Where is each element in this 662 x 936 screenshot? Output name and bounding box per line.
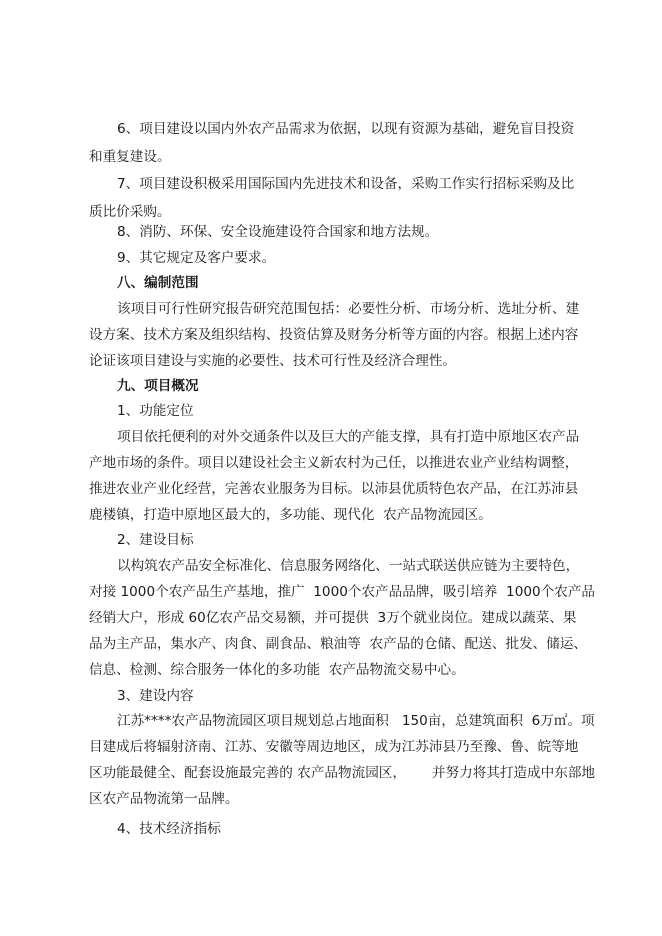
text-line: 6、项目建设以国内外农产品需求为依据，以现有资源为基础，避免盲目投资 — [117, 121, 575, 137]
subsection-heading: 2、建设目标 — [117, 532, 194, 548]
section-heading: 九、项目概况 — [117, 378, 199, 394]
subsection-heading: 1、功能定位 — [117, 403, 194, 419]
text-line: 以构筑农产品安全标准化、信息服务网络化、一站式联送供应链为主要特色， — [117, 558, 580, 574]
text-line: 项目依托便利的对外交通条件以及巨大的产能支撑，具有打造中原地区农产品 — [117, 429, 580, 445]
text-line: 产地市场的条件。项目以建设社会主义新农村为己任，以推进农业产业结构调整， — [89, 455, 579, 471]
text-line: 7、项目建设积极采用国际国内先进技术和设备，采购工作实行招标采购及比 — [117, 176, 575, 192]
subsection-heading: 4、技术经济指标 — [117, 821, 221, 837]
text-line: 经销大户，形成 60亿农产品交易额，并可提供 3万个就业岗位。建成以蔬菜、果 — [89, 610, 577, 626]
text-line: 江苏****农产品物流园区项目规划总占地面积 150亩，总建筑面积 6万㎡。项 — [117, 713, 595, 729]
text-line: 该项目可行性研究报告研究范围包括：必要性分析、市场分析、选址分析、建 — [117, 301, 580, 317]
text-line: 品为主产品，集水产、肉食、副食品、粮油等 农产品的仓储、配送、批发、储运、 — [89, 636, 588, 652]
text-line: 质比价采购。 — [89, 204, 171, 220]
text-line: 推进农业产业化经营，完善农业服务为目标。以沛县优质特色农产品，在江苏沛县 — [89, 481, 579, 497]
text-line: 设方案、技术方案及组织结构、投资估算及财务分析等方面的内容。根据上述内容 — [89, 327, 579, 343]
text-line: 区农产品物流第一品牌。 — [89, 791, 239, 807]
section-heading: 八、编制范围 — [117, 275, 199, 291]
subsection-heading: 3、建设内容 — [117, 688, 194, 704]
text-line: 论证该项目建设与实施的必要性、技术可行性及经济合理性。 — [89, 353, 457, 369]
text-line: 和重复建设。 — [89, 149, 171, 165]
text-line: 8、消防、环保、安全设施建设符合国家和地方法规。 — [117, 224, 439, 240]
text-line: 区功能最健全、配套设施最完善的 农产品物流园区， 并努力将其打造成中东部地 — [89, 765, 596, 781]
text-line: 9、其它规定及客户要求。 — [117, 250, 276, 266]
text-line: 鹿楼镇，打造中原地区最大的，多功能、现代化 农产品物流园区。 — [89, 507, 492, 523]
text-line: 信息、检测、综合服务一体化的多功能 农产品物流交易中心。 — [89, 662, 465, 678]
text-line: 对接 1000个农产品生产基地，推广 1000个农产品品牌，吸引培养 1000个农产品 — [89, 584, 596, 600]
text-line: 目建成后将辐射济南、江苏、安徽等周边地区，成为江苏沛县乃至豫、鲁、皖等地 — [89, 739, 579, 755]
